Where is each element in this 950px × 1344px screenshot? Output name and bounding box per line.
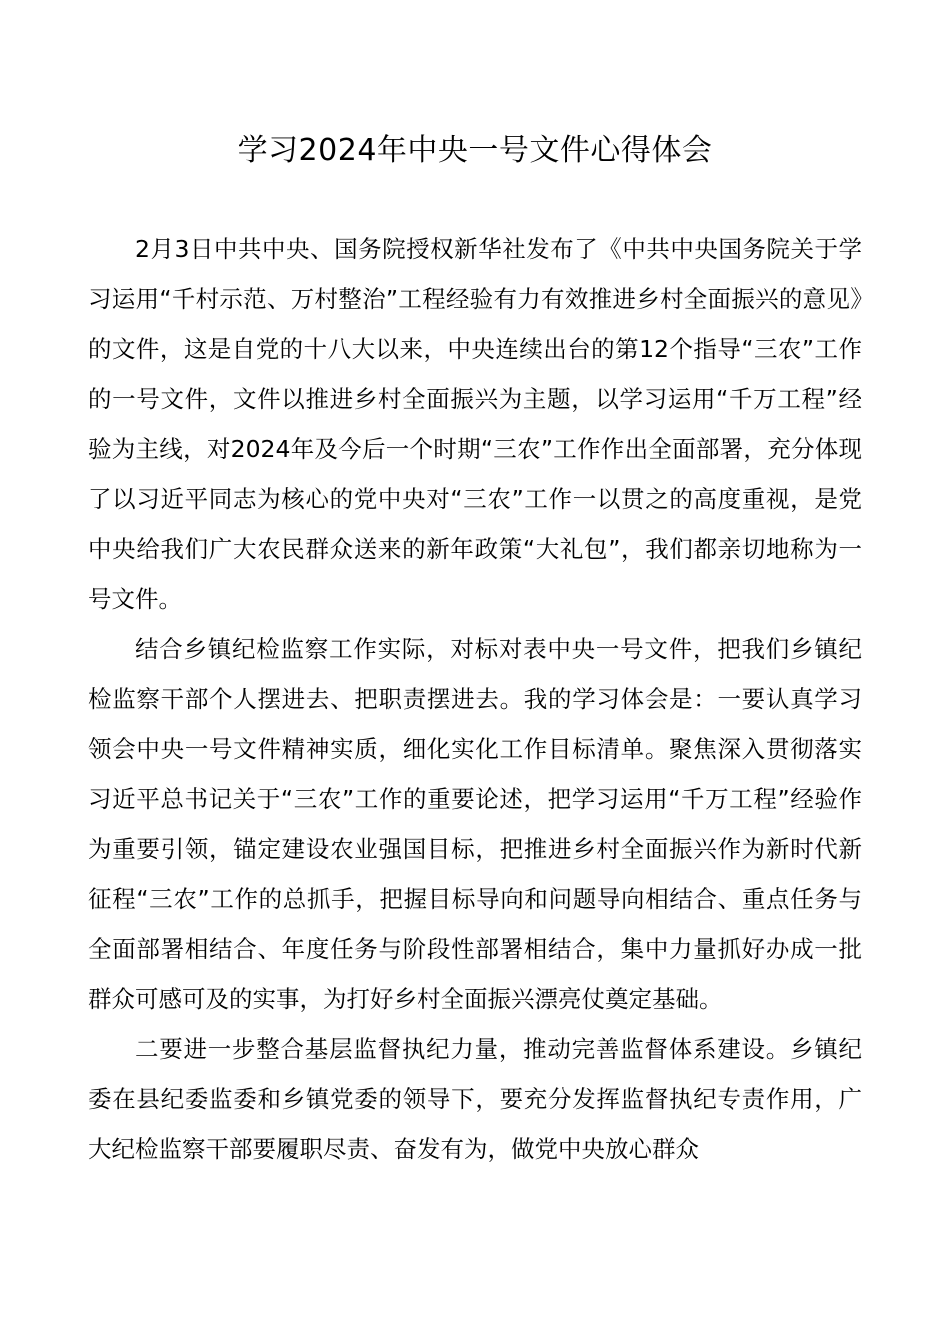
document-title: 学习2024年中央一号文件心得体会 <box>237 133 713 168</box>
document-body <box>88 224 862 1174</box>
paragraph-1: 2月3日中共中央、国务院授权新华社发布了《中共中央国务院关于学习运用“千村示范、万村整治”工程经验有力有效推进乡村全面振兴的意见》的文件，这是自党的十八大以来，中央连续出台的第12个指导“三农”工作的一号文件，文件以推进乡村全面振兴为主题，以学习运用“千万工程”经验为主线，对2024年及今后一个时期“三农”工作作出全面部署，充分体现了以习近平同志为核心的党中央对“三农”工作一以贯之的高度重视，是党中央给我们广大农民群众送来的新年政策“大礼包”，我们都亲切地称为一号文件。 <box>88 235 862 613</box>
paragraph-3: 二要进一步整合基层监督执纪力量，推动完善监督体系建设。乡镇纪委在县纪委监委和乡镇党委的领导下，要充分发挥监督执纪专责作用，广大纪检监察干部要履职尽责、奋发有为，做党中央放心群众 <box>88 1035 862 1163</box>
paragraph-2: 结合乡镇纪检监察工作实际，对标对表中央一号文件，把我们乡镇纪检监察干部个人摆进去、把职责摆进去。我的学习体会是：一要认真学习领会中央一号文件精神实质，细化实化工作目标清单。聚焦深入贯彻落实习近平总书记关于“三农”工作的重要论述，把学习运用“千万工程”经验作为重要引领，锚定建设农业强国目标，把推进乡村全面振兴作为新时代新征程“三农”工作的总抓手，把握目标导向和问题导向相结合、重点任务与全面部署相结合、年度任务与阶段性部署相结合，集中力量抓好办成一批群众可感可及的实事，为打好乡村全面振兴漂亮仗奠定基础。 <box>88 635 862 1013</box>
